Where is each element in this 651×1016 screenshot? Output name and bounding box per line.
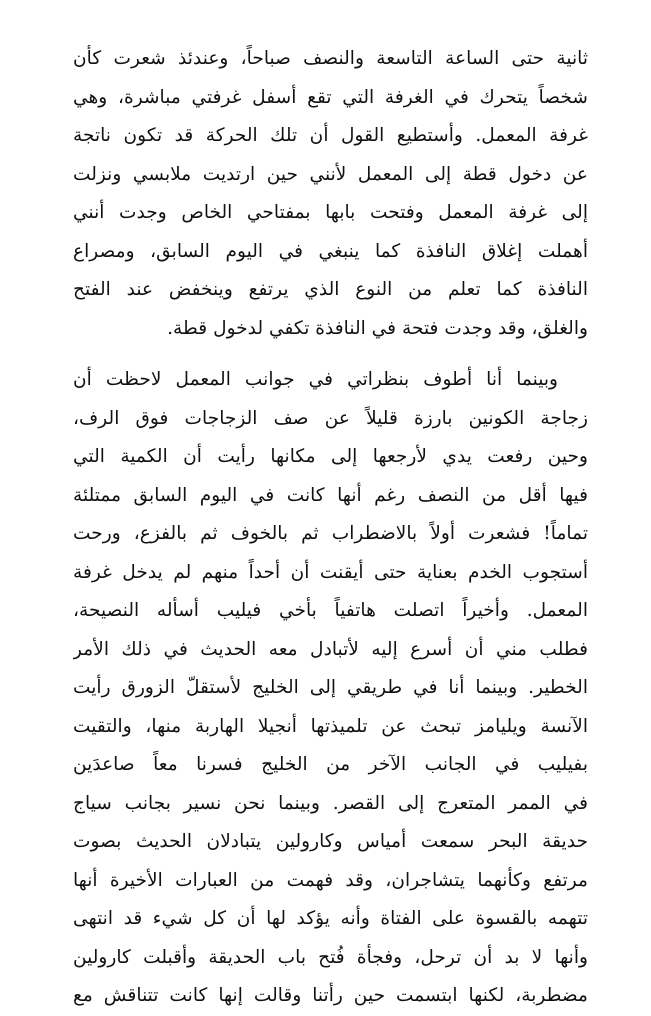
- text-line: الآنسة ويليامز تبحث عن تلميذتها أنجيلا الهاربة منها، والتقيت: [73, 715, 588, 737]
- paragraph-1: [73, 40, 588, 348]
- text-line: فطلب مني أن أسرع إليه لأتبادل معه الحديث في ذلك الأمر: [73, 638, 588, 660]
- text-line: النافذة كما تعلم من النوع الذي يرتفع وينخفض عند الفتح: [73, 279, 588, 300]
- text-line: أستجوب الخدم بعناية حتى أيقنت أن أحداً منهم لم يدخل غرفة: [73, 561, 588, 583]
- text-line: غرفة المعمل. وأستطيع القول أن تلك الحركة قد تكون ناتجة: [73, 125, 588, 146]
- text-line: عن دخول قطة إلى المعمل لأنني حين ارتديت ملابسي ونزلت: [73, 163, 588, 185]
- text-line: والغلق، وقد وجدت فتحة في النافذة تكفي لدخول قطة.: [167, 317, 588, 339]
- text-line: زجاجة الكونين بارزة قليلاً عن صف الزجاجات فوق الرف،: [73, 407, 588, 429]
- paragraph-2: [73, 361, 588, 1016]
- text-line: وبينما أنا أطوف بنظراتي في جوانب المعمل لاحظت أن: [73, 369, 558, 390]
- paragraph-gap: [73, 348, 588, 361]
- text-line: مضطربة، لكنها ابتسمت حين رأتنا وقالت إنها كانت تتناقش مع: [73, 985, 588, 1006]
- text-line: الخطير. وبينما أنا في طريقي إلى الخليج لأستقلّ الزورق رأيت: [73, 677, 588, 698]
- text-line: مرتفع وكأنهما يتشاجران، وقد فهمت من العبارات الأخيرة أنها: [73, 869, 588, 891]
- text-line: المعمل. وأخيراً اتصلت هاتفياً بأخي فيليب أسأله النصيحة،: [73, 600, 588, 621]
- text-line: إلى غرفة المعمل وفتحت بابها بمفتاحي الخاص وجدت أنني: [73, 202, 588, 223]
- text-line: ثانية حتى الساعة التاسعة والنصف صباحاً، وعندئذ شعرت كأن: [73, 48, 588, 69]
- text-line: حديقة البحر سمعت أمياس وكارولين يتبادلان الحديث بصوت: [73, 831, 588, 852]
- text-line: وأنها لا بد أن ترحل، وفجأة فُتح باب الحديقة وأقبلت كارولين: [73, 946, 588, 968]
- text-line: بفيليب في الجانب الآخر من الخليج فسرنا معاً صاعدَين: [73, 754, 588, 775]
- text-line: تماماً! فشعرت أولاً بالاضطراب ثم بالخوف ثم بالفزع، ورحت: [73, 523, 588, 544]
- text-line: في الممر المتعرج إلى القصر. وبينما نحن نسير بجانب سياج: [73, 792, 588, 814]
- text-line: فيها أقل من النصف رغم أنها كانت في اليوم السابق ممتلئة: [73, 484, 588, 506]
- text-line: أهملت إغلاق النافذة كما ينبغي في اليوم السابق، ومصراع: [73, 240, 588, 262]
- text-line: وحين رفعت يدي لأرجعها إلى مكانها رأيت أن الكمية التي: [73, 446, 588, 467]
- text-line: شخصاً يتحرك في الغرفة التي تقع أسفل غرفتي مباشرة، وهي: [73, 86, 588, 108]
- text-line: تتهمه بالقسوة على الفتاة وأنه يؤكد لها أن كل شيء قد انتهى: [73, 908, 588, 929]
